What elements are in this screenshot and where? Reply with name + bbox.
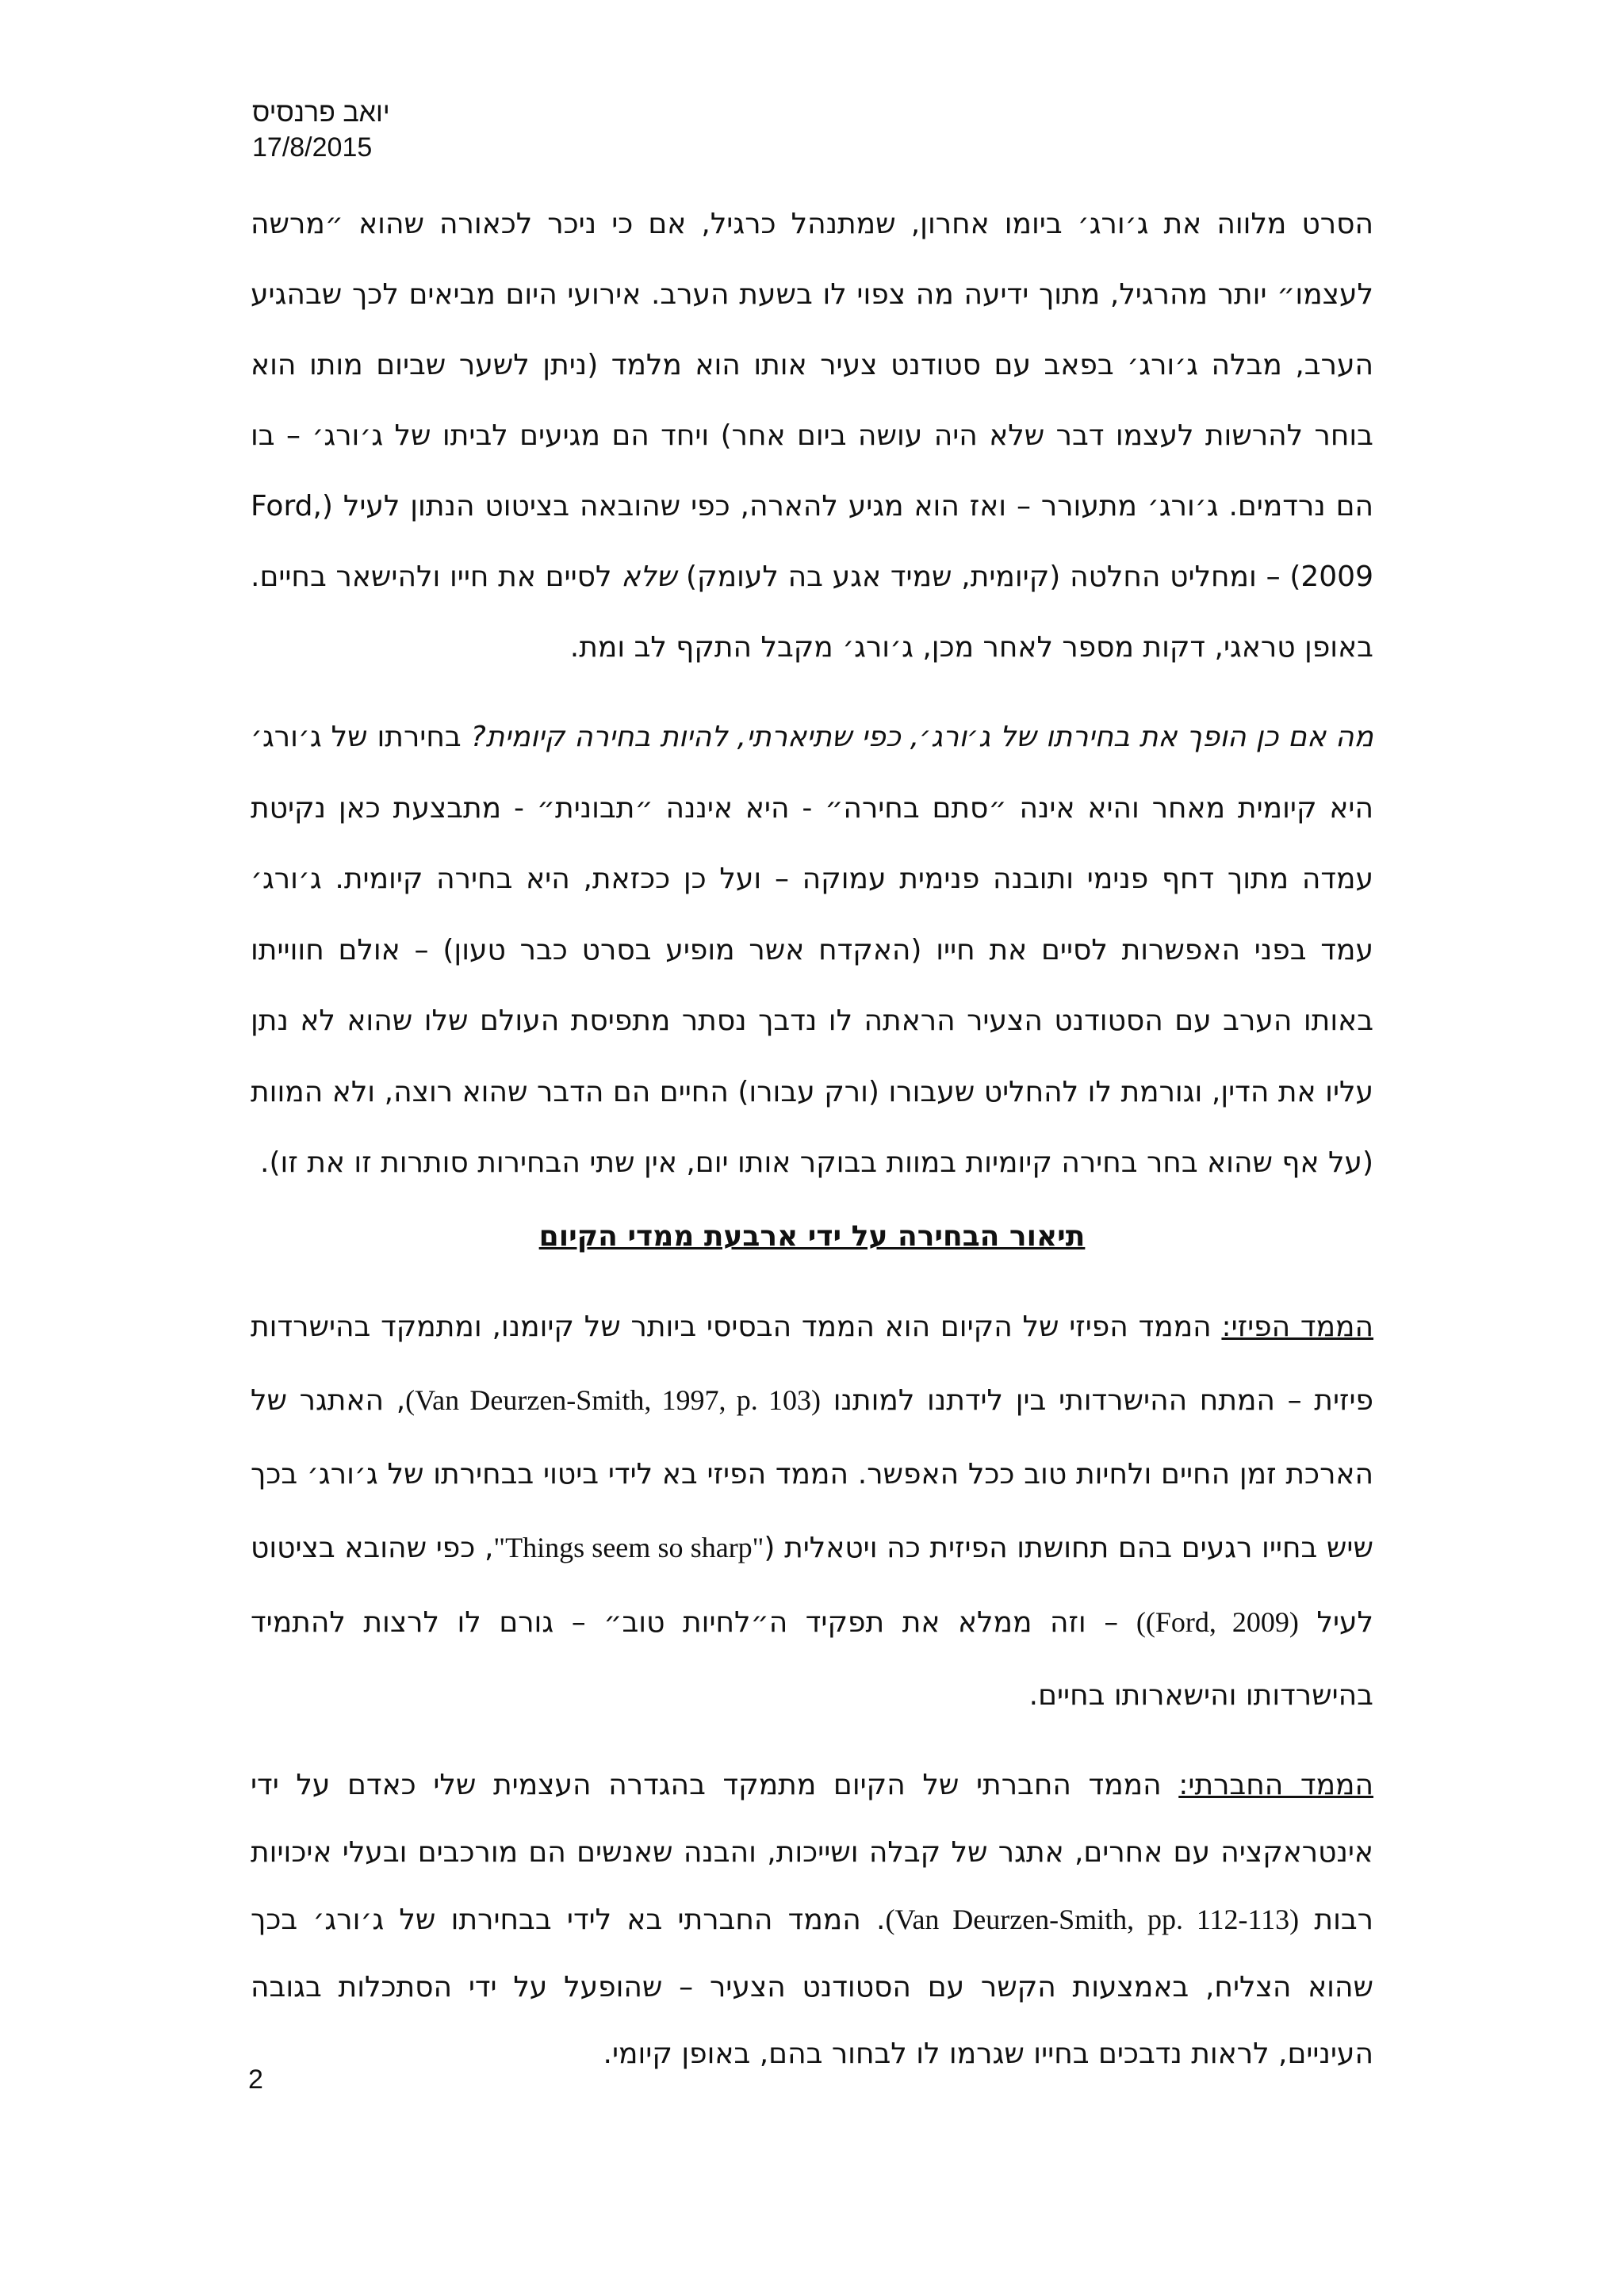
emphasis-text: שלא [621, 561, 677, 593]
dimension-label: הממד החברתי: [1178, 1769, 1373, 1802]
paragraph-text-end: לסיים את חייו ולהישאר בחיים. באופן טראגי, דקות מספר לאחר מכן, ג׳ורג׳ מקבל התקף לב ומת. [251, 561, 1373, 664]
citation: (Van Deurzen-Smith, 1997, p. 103) [405, 1384, 822, 1417]
paragraph-text: . הממד החברתי בא לידי בבחירתו של ג׳ורג׳ בכך שהוא הצליח, באמצעות הקשר עם הסטודנט הצעיר – שהופעל על ידי הסתכלות בגובה העיניים, לראות נדבכים בחייו שגרמו לו לבחור בהם, באופן קיומי. [251, 1904, 1373, 2071]
paragraph-text: – וזה ממלא את תפקיד ה״לחיות טוב״ – גורם לו לרצות להתמיד בהישרדותו והישארותו בחיים. [251, 1605, 1373, 1712]
paragraph-text: , כפי שהובא בציטוט לעיל [251, 1532, 1373, 1639]
paragraph-existential-choice [251, 702, 1373, 1199]
english-quote: "Things seem so sharp" [493, 1532, 764, 1564]
paragraph-plot-summary [251, 189, 1373, 683]
dimension-label: הממד הפיזי: [1221, 1310, 1374, 1343]
author-name: יואב פרנסיס [252, 98, 390, 128]
section-heading: תיאור הבחירה על ידי ארבעת ממדי הקיום [538, 1219, 1086, 1253]
paragraph-physical-dimension [251, 1291, 1373, 1734]
citation: ((Ford, 2009) [1136, 1605, 1299, 1638]
document-date: 17/8/2015 [252, 132, 373, 163]
paragraph-text: , האתגר של הארכת זמן החיים ולחיות טוב ככל האפשר. הממד הפיזי בא לידי ביטוי בבחירתו של ג׳ורג׳ בכך שיש בחייו רגעים בהם תחושתו הפיזית כה ויטאלית ( [251, 1384, 1373, 1565]
paragraph-text: הממד החברתי של הקיום מתמקד בהגדרה העצמית שלי כאדם על ידי אינטראקציה עם אחרים, אתגר של קבלה ושייכות, והבנה שאנשים הם מורכבים ובעלי איכויות רבות [251, 1769, 1374, 1937]
question-text: מה אם כן הופך את בחירתו של ג׳ורג׳, כפי שתיארתי, להיות בחירה קיומית? [470, 721, 1374, 753]
paragraph-text: הממד הפיזי של הקיום הוא הממד הבסיסי ביותר של קיומנו, ומתמקד בהישרדות פיזית – המתח ההישרדותי בין לידתנו למותנו [251, 1310, 1374, 1418]
citation: (Van Deurzen-Smith, pp. 112-113) [885, 1904, 1300, 1936]
paragraph-social-dimension [251, 1752, 1373, 2088]
paragraph-text: הסרט מלווה את ג׳ורג׳ ביומו אחרון, שמתנהל כרגיל, אם כי ניכר לכאורה שהוא ״מרשה לעצמו״ יותר מהרגיל, מתוך ידיעה מה צפוי לו בשעת הערב. אירועי היום מביאים לכך שבהגיע הערב, מבלה ג׳ורג׳ בפאב עם סטודנט צעיר אותו הוא מלמד (ניתן לשער שביום מותו הוא בוחר להרשות לעצמו דבר שלא היה עושה ביום אחר) ויחד הם מגיעים לביתו של ג׳ורג׳ – בו הם נרדמים. ג׳ורג׳ מתעורר – ואז הוא מגיע להארה, כפי שהובאה בציטוט הנתון לעיל (Ford, 2009) – ומחליט החלטה (קיומית, שמיד אגע בה לעומק) [251, 208, 1373, 593]
paragraph-text: בחירתו של ג׳ורג׳ היא קיומית מאחר והיא אינה ״סתם בחירה״ - היא איננה ״תבונית״ - מתבצעת כאן נקיטת עמדה מתוך דחף פנימי ותובנה פנימית עמוקה – ועל כן ככזאת, היא בחירה קיומית. ג׳ורג׳ עמד בפני האפשרות לסיים את חייו (האקדח אשר מופיע בסרט כבר טעון) – אולם חווייתו באותו הערב עם הסטודנט הצעיר הראתה לו נדבך נסתר מתפיסת העולם שלו שהוא לא נתן עליו את הדין, וגורמת לו להחליט שעבורו (ורק עבורו) החיים הם הדבר שהוא רוצה, ולא המוות (על אף שהוא בחר בחירה קיומיות במוות בבוקר אותו יום, אין שתי הבחירות סותרות זו את זו). [251, 721, 1373, 1179]
document-body [251, 189, 1373, 2088]
page-number: 2 [248, 2064, 263, 2095]
document-header [252, 95, 390, 165]
